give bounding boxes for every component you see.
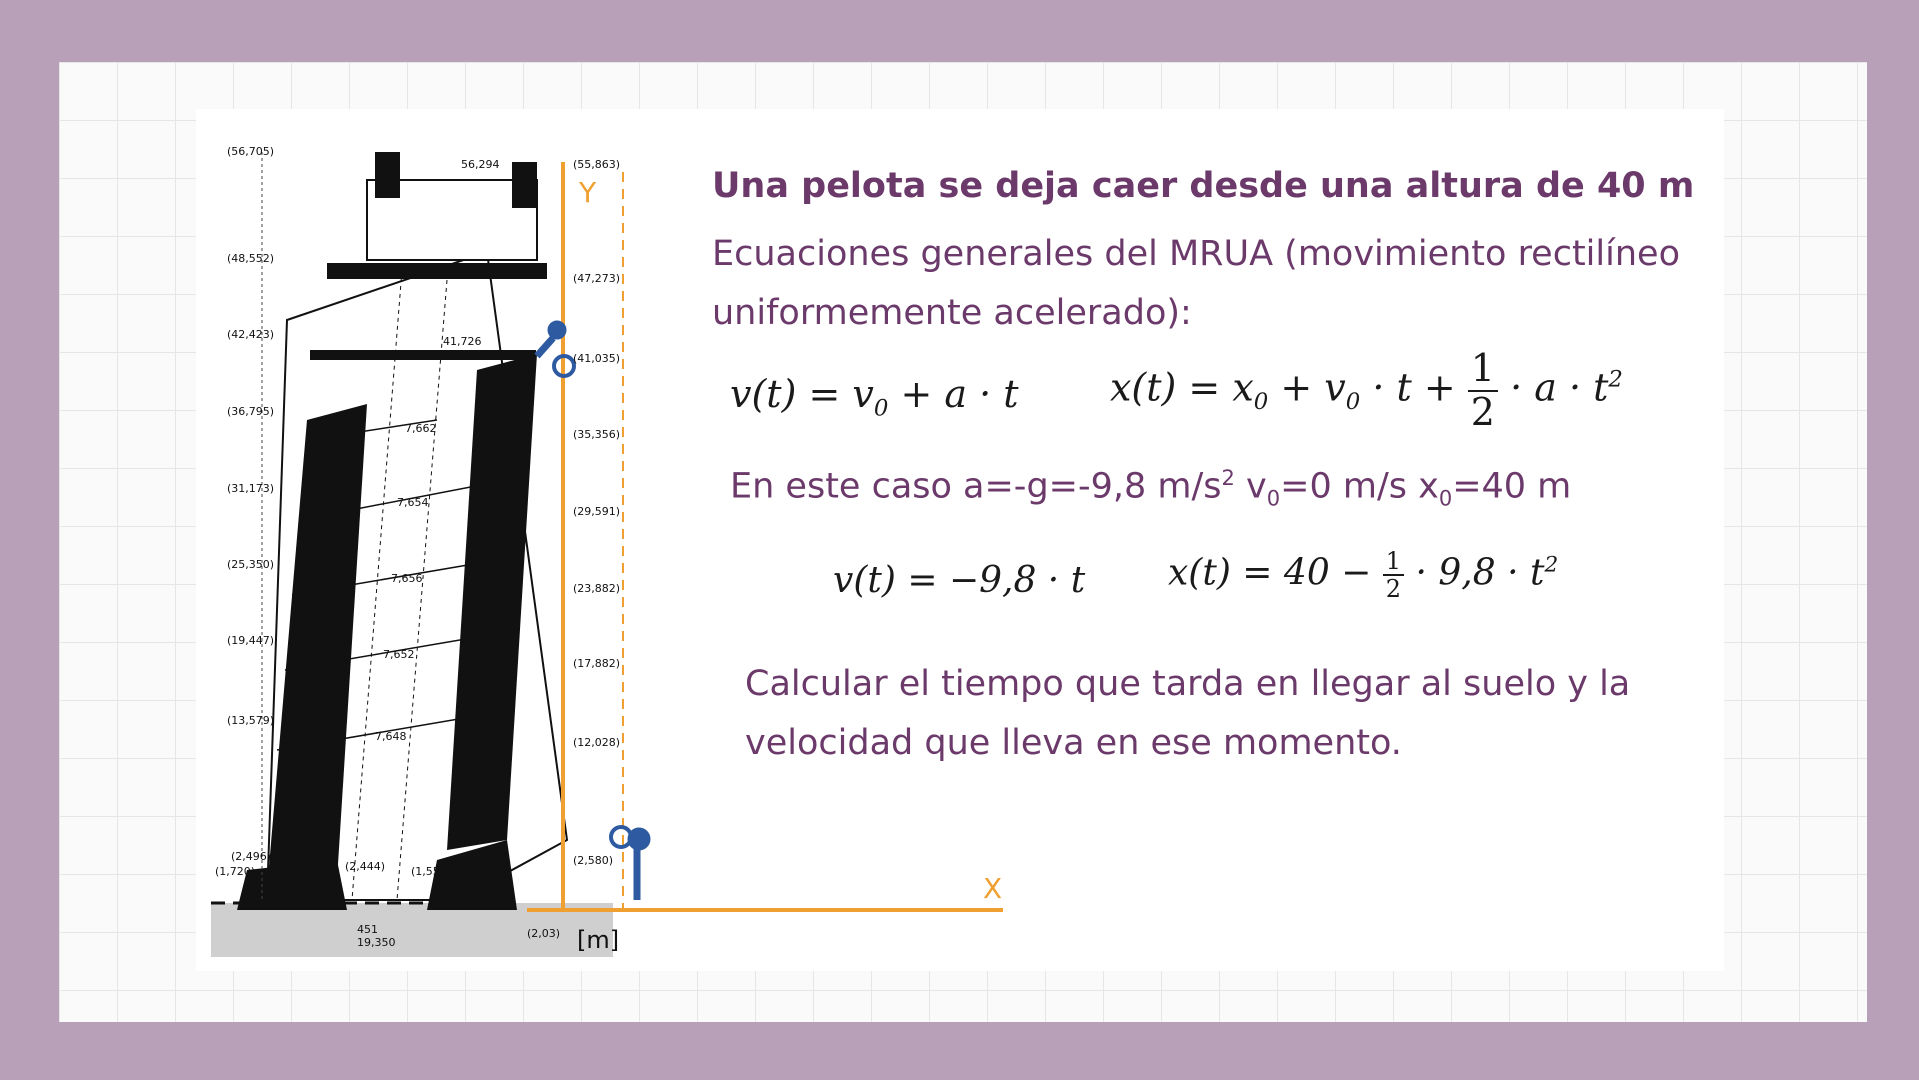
- svg-text:7,648: 7,648: [375, 730, 407, 743]
- figure-bottom: [611, 827, 650, 900]
- general-position-equation: $x(t) = x_0 + v_0 \cdot t$ + $\frac{1}{2}$ · $a \cdot t^2$: [1110, 346, 1623, 434]
- svg-text:7,662: 7,662: [405, 422, 437, 435]
- svg-text:(1,720): (1,720): [215, 865, 256, 878]
- svg-text:(1,555): (1,555): [411, 865, 452, 878]
- svg-text:(42,423): (42,423): [227, 328, 275, 341]
- general-velocity-equation: $v(t) = v_0 + a \cdot t$: [730, 372, 1019, 422]
- svg-text:451: 451: [357, 923, 378, 936]
- svg-text:7,656: 7,656: [391, 572, 423, 585]
- svg-text:41,726: 41,726: [443, 335, 482, 348]
- intro-text: Ecuaciones generales del MRUA (movimiento rectilíneo uniformemente acelerado):: [712, 234, 1680, 333]
- case-values: En este caso a=-g=-9,8 $m/s^2$ $v_0=0$ m/s $x_0=40$ m: [730, 466, 1572, 511]
- svg-text:(55,863): (55,863): [573, 158, 621, 171]
- svg-text:(29,591): (29,591): [573, 505, 621, 518]
- particular-position-equation: x(t) = 40 − $\frac{1}{2}$ · $9,8 \cdot t^2$: [1168, 547, 1559, 604]
- svg-text:19,350: 19,350: [357, 936, 396, 949]
- svg-text:(56,705): (56,705): [227, 145, 275, 158]
- left-height-labels: [215, 145, 274, 878]
- question-text: Calcular el tiempo que tarda en llegar al suelo y la velocidad que lleva en ese momento.: [745, 664, 1631, 763]
- tower: [237, 152, 567, 910]
- particular-velocity-equation: v(t) = −9,8 · t: [833, 560, 1086, 601]
- svg-text:(19,447): (19,447): [227, 634, 275, 647]
- svg-text:56,294: 56,294: [461, 158, 500, 171]
- svg-text:(31,173): (31,173): [227, 482, 275, 495]
- svg-text:(13,579): (13,579): [227, 714, 275, 727]
- fraction-one-half: $\frac{1}{2}$: [1468, 348, 1498, 434]
- svg-text:(25,350): (25,350): [227, 558, 275, 571]
- svg-text:(2,03): (2,03): [527, 927, 561, 940]
- figure-top: [537, 321, 574, 376]
- svg-text:7,654: 7,654: [397, 496, 429, 509]
- y-axis-label: Y: [579, 176, 597, 209]
- svg-text:(23,882): (23,882): [573, 582, 621, 595]
- svg-text:(12,028): (12,028): [573, 736, 621, 749]
- svg-text:(41,035): (41,035): [573, 352, 621, 365]
- svg-text:7,652: 7,652: [383, 648, 415, 661]
- svg-text:(35,356): (35,356): [573, 428, 621, 441]
- slide-title: Una pelota se deja caer desde una altura de 40 m: [712, 166, 1695, 206]
- svg-text:(17,882): (17,882): [573, 657, 621, 670]
- x-axis-label: X: [983, 872, 1003, 905]
- svg-text:(36,795): (36,795): [227, 405, 275, 418]
- svg-text:(47,273): (47,273): [573, 272, 621, 285]
- svg-text:(2,496): (2,496): [231, 850, 272, 863]
- unit-label: [m]: [577, 926, 620, 954]
- svg-text:(2,580): (2,580): [573, 854, 614, 867]
- svg-text:(2,444): (2,444): [345, 860, 386, 873]
- fraction-one-half-2: $\frac{1}{2}$: [1383, 548, 1404, 603]
- svg-text:(48,552): (48,552): [227, 252, 275, 265]
